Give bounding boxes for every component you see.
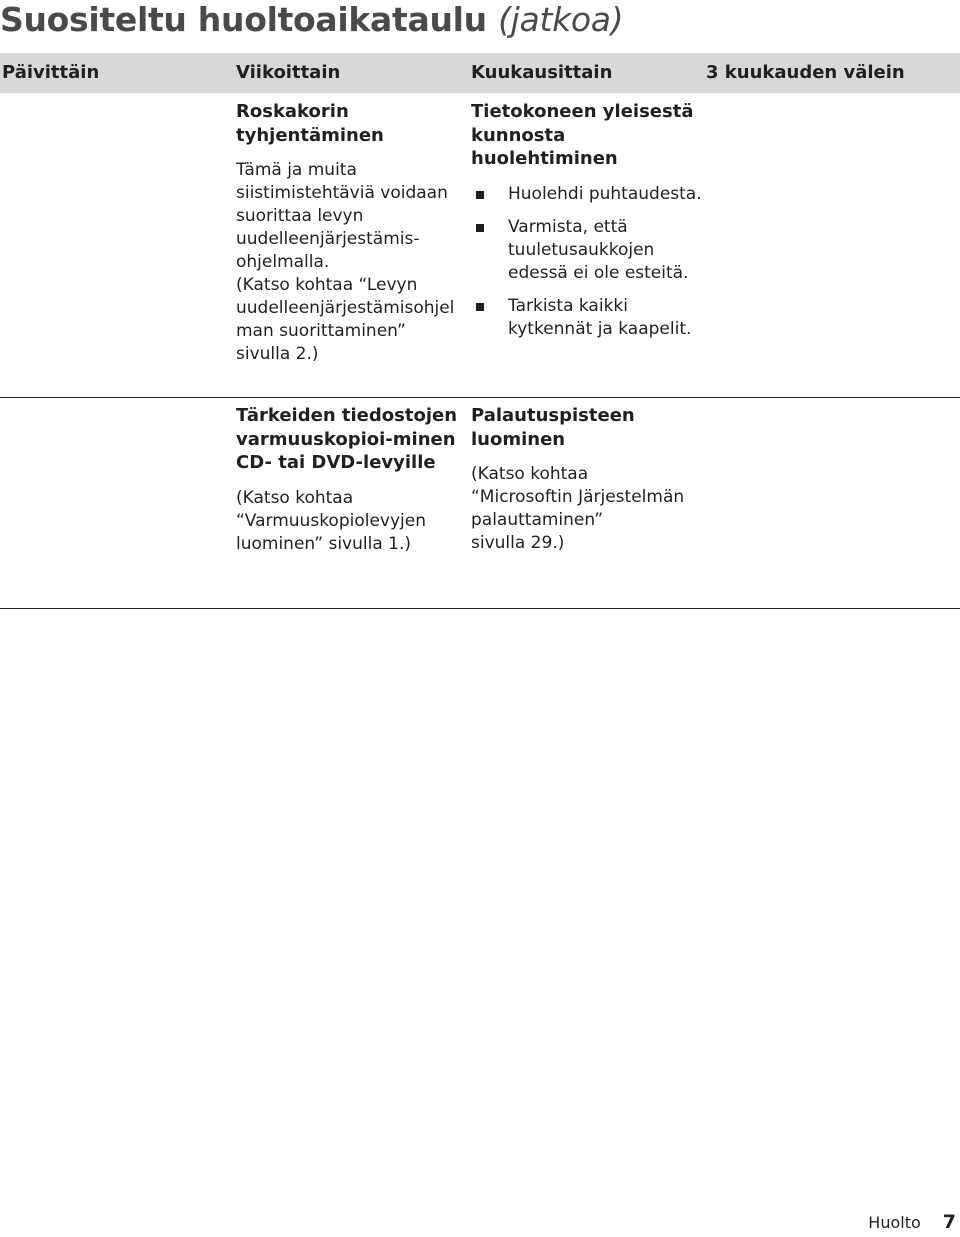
table-bottom-rule: [0, 608, 960, 609]
page-number: 7: [942, 1211, 956, 1233]
weekly-task-recycle-bin: [236, 100, 466, 366]
list-item: Tarkista kaikki kytkennät ja kaapelit.: [471, 295, 711, 341]
task-bullet-list: [471, 183, 711, 341]
task-title: Tärkeiden tiedostojen varmuuskopioi-minen CD- tai DVD-levyille: [236, 405, 458, 473]
page-footer: [868, 1211, 956, 1237]
title-suffix: (jatkoa): [498, 0, 624, 39]
task-title: Roskakorin tyhjentäminen: [236, 101, 384, 146]
task-title: Palautuspisteen luominen: [471, 405, 635, 450]
bullet-icon: [476, 224, 484, 232]
page-title: [0, 0, 960, 44]
footer-section-name: Huolto: [868, 1213, 921, 1232]
weekly-task-backup: [236, 404, 466, 556]
task-description: (Katso kohtaa “Microsoftin Järjestelmän palauttaminen” sivulla 29.): [471, 464, 685, 553]
monthly-task-restore-point: [471, 404, 711, 555]
title-main: Suositeltu huoltoaikataulu: [0, 0, 487, 39]
list-item: Varmista, että tuuletusaukkojen edessä ei ole esteitä.: [471, 216, 711, 285]
column-header-daily: Päivittäin: [2, 62, 100, 83]
bullet-icon: [476, 191, 484, 199]
task-description: (Katso kohtaa “Varmuuskopiolevyjen luominen” sivulla 1.): [236, 487, 427, 554]
task-description: Tämä ja muita siistimistehtäviä voidaan suorittaa levyn uudelleenjärjestämis- ohjelmalla. (Katso kohtaa “Levyn uudelleenjärjestämisohjel man suorittaminen” sivulla 2.): [236, 160, 455, 364]
column-header-weekly: Viikoittain: [236, 62, 341, 83]
list-item: Huolehdi puhtaudesta.: [471, 183, 711, 206]
column-header-quarterly: 3 kuukauden välein: [706, 62, 905, 83]
monthly-task-general-care: [471, 100, 711, 351]
row-divider: [0, 397, 960, 398]
column-header-monthly: Kuukausittain: [471, 62, 613, 83]
table-header: [0, 53, 960, 93]
task-title: Tietokoneen yleisestä kunnosta huolehtiminen: [471, 101, 694, 169]
bullet-icon: [476, 303, 484, 311]
